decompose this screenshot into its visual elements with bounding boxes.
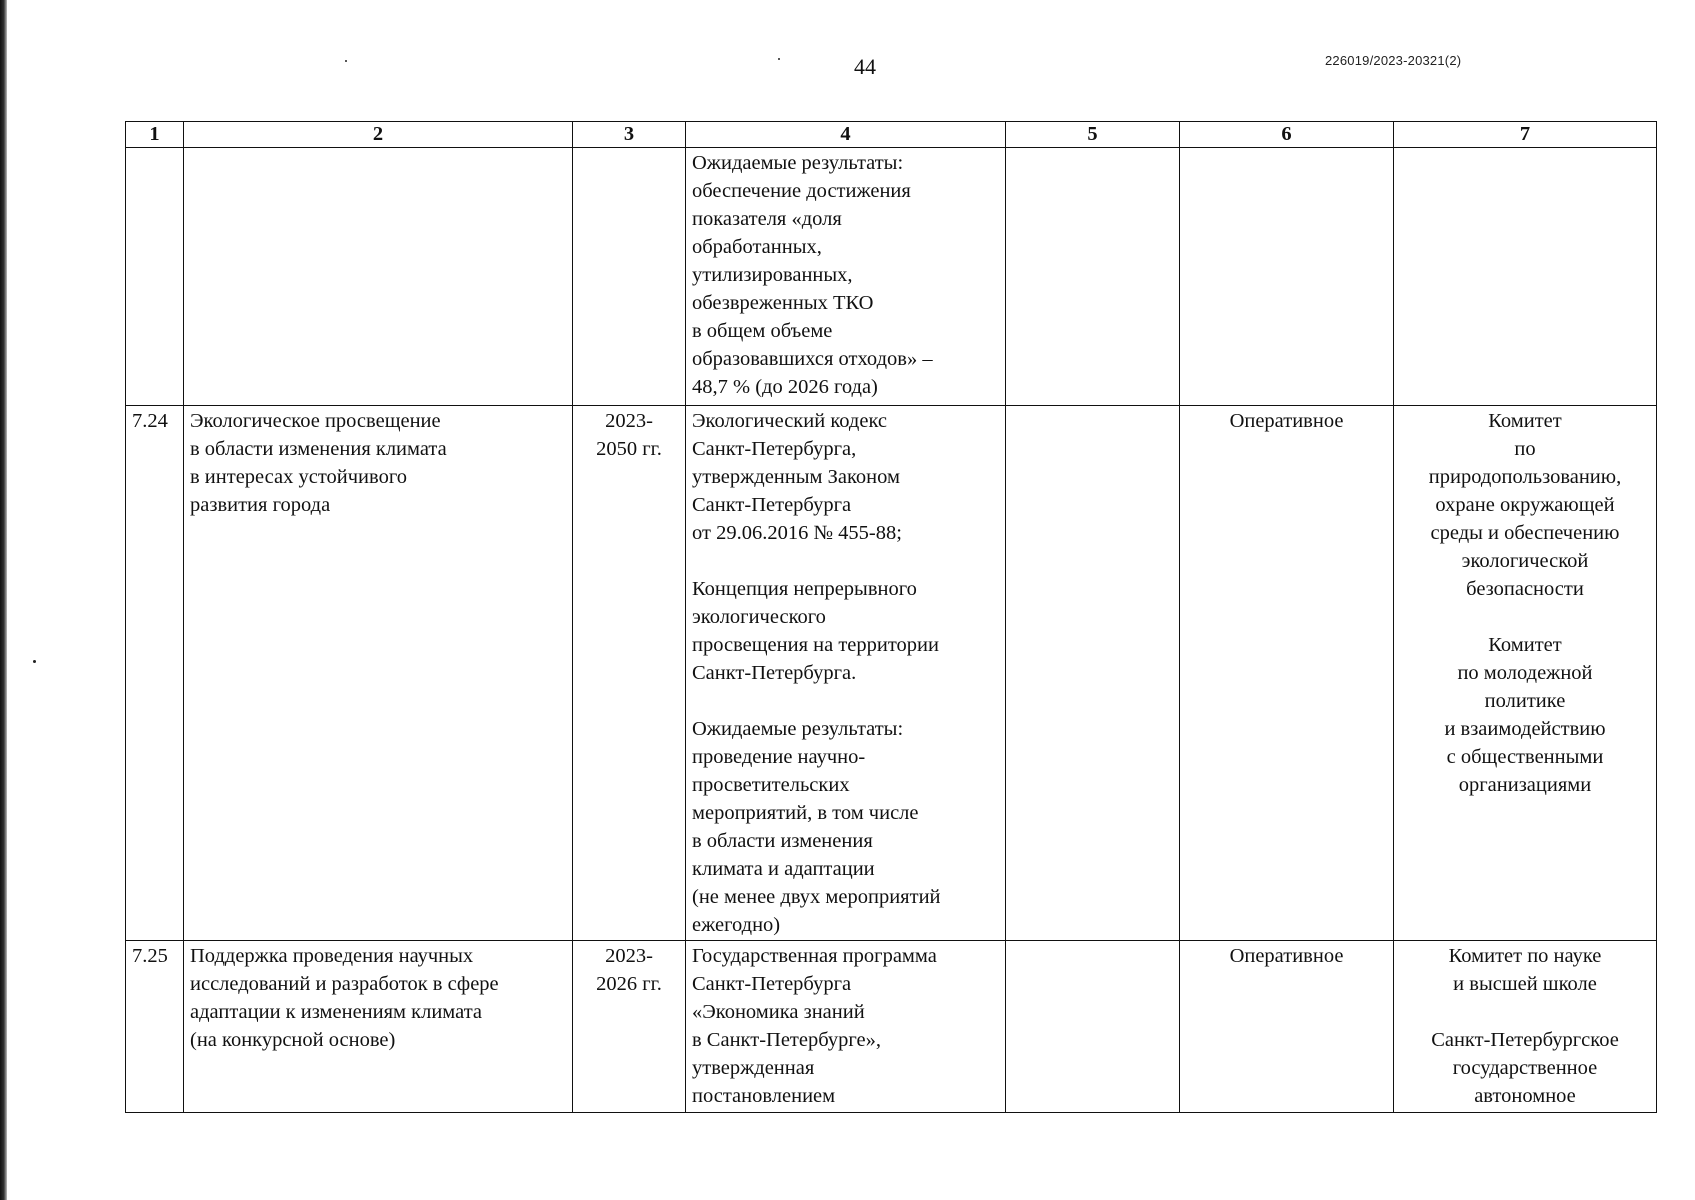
measure-cell xyxy=(184,148,573,406)
column-5-cell xyxy=(1006,406,1180,941)
period-cell xyxy=(573,148,686,406)
measure-cell: Экологическое просвещение в области изменения климата в интересах устойчивого развития города xyxy=(184,406,573,941)
scan-speck xyxy=(778,58,780,60)
column-5-cell xyxy=(1006,941,1180,1113)
scan-speck xyxy=(345,60,347,62)
basis-cell: Государственная программа Санкт-Петербурга «Экономика знаний в Санкт-Петербурге», утвержденная постановлением xyxy=(686,941,1006,1113)
basis-cell: Ожидаемые результаты: обеспечение достижения показателя «доля обработанных, утилизированных, обезвреженных ТКО в общем объеме образовавшихся отходов» – 48,7 % (до 2026 года) xyxy=(686,148,1006,406)
column-number-row xyxy=(126,122,1657,148)
column-header: 7 xyxy=(1394,122,1657,148)
period-cell: 2023- 2026 гг. xyxy=(573,941,686,1113)
column-header: 6 xyxy=(1180,122,1394,148)
period-cell: 2023- 2050 гг. xyxy=(573,406,686,941)
executor-cell: Комитет по науке и высшей школе Санкт-Петербургское государственное автономное xyxy=(1394,941,1657,1113)
basis-cell: Экологический кодекс Санкт-Петербурга, утвержденным Законом Санкт-Петербурга от 29.06.2016 № 455-88; Концепция непрерывного экологического просвещения на территории Санкт-Петербурга. Ожидаемые результаты: проведение научно- просветительских мероприятий, в том числе в области изменения климата и адаптации (не менее двух мероприятий ежегодно) xyxy=(686,406,1006,941)
item-number-cell: 7.25 xyxy=(126,941,184,1113)
financing-cell: Оперативное xyxy=(1180,406,1394,941)
measure-cell: Поддержка проведения научных исследований и разработок в сфере адаптации к изменениям климата (на конкурсной основе) xyxy=(184,941,573,1113)
executor-cell: Комитет по природопользованию, охране окружающей среды и обеспечению экологической безопасности Комитет по молодежной политике и взаимодействию с общественными организациями xyxy=(1394,406,1657,941)
table-row xyxy=(126,406,1657,941)
item-number-cell xyxy=(126,148,184,406)
column-5-cell xyxy=(1006,148,1180,406)
scan-edge xyxy=(0,0,7,1200)
document-code: 226019/2023-20321(2) xyxy=(1325,53,1462,68)
column-header: 3 xyxy=(573,122,686,148)
column-header: 2 xyxy=(184,122,573,148)
financing-cell xyxy=(1180,148,1394,406)
measures-table xyxy=(125,121,1657,1113)
column-header: 4 xyxy=(686,122,1006,148)
financing-cell: Оперативное xyxy=(1180,941,1394,1113)
table-row xyxy=(126,941,1657,1113)
column-header: 1 xyxy=(126,122,184,148)
executor-cell xyxy=(1394,148,1657,406)
scan-speck xyxy=(33,660,36,663)
column-header: 5 xyxy=(1006,122,1180,148)
table-row xyxy=(126,148,1657,406)
item-number-cell: 7.24 xyxy=(126,406,184,941)
page-number: 44 xyxy=(854,54,876,79)
